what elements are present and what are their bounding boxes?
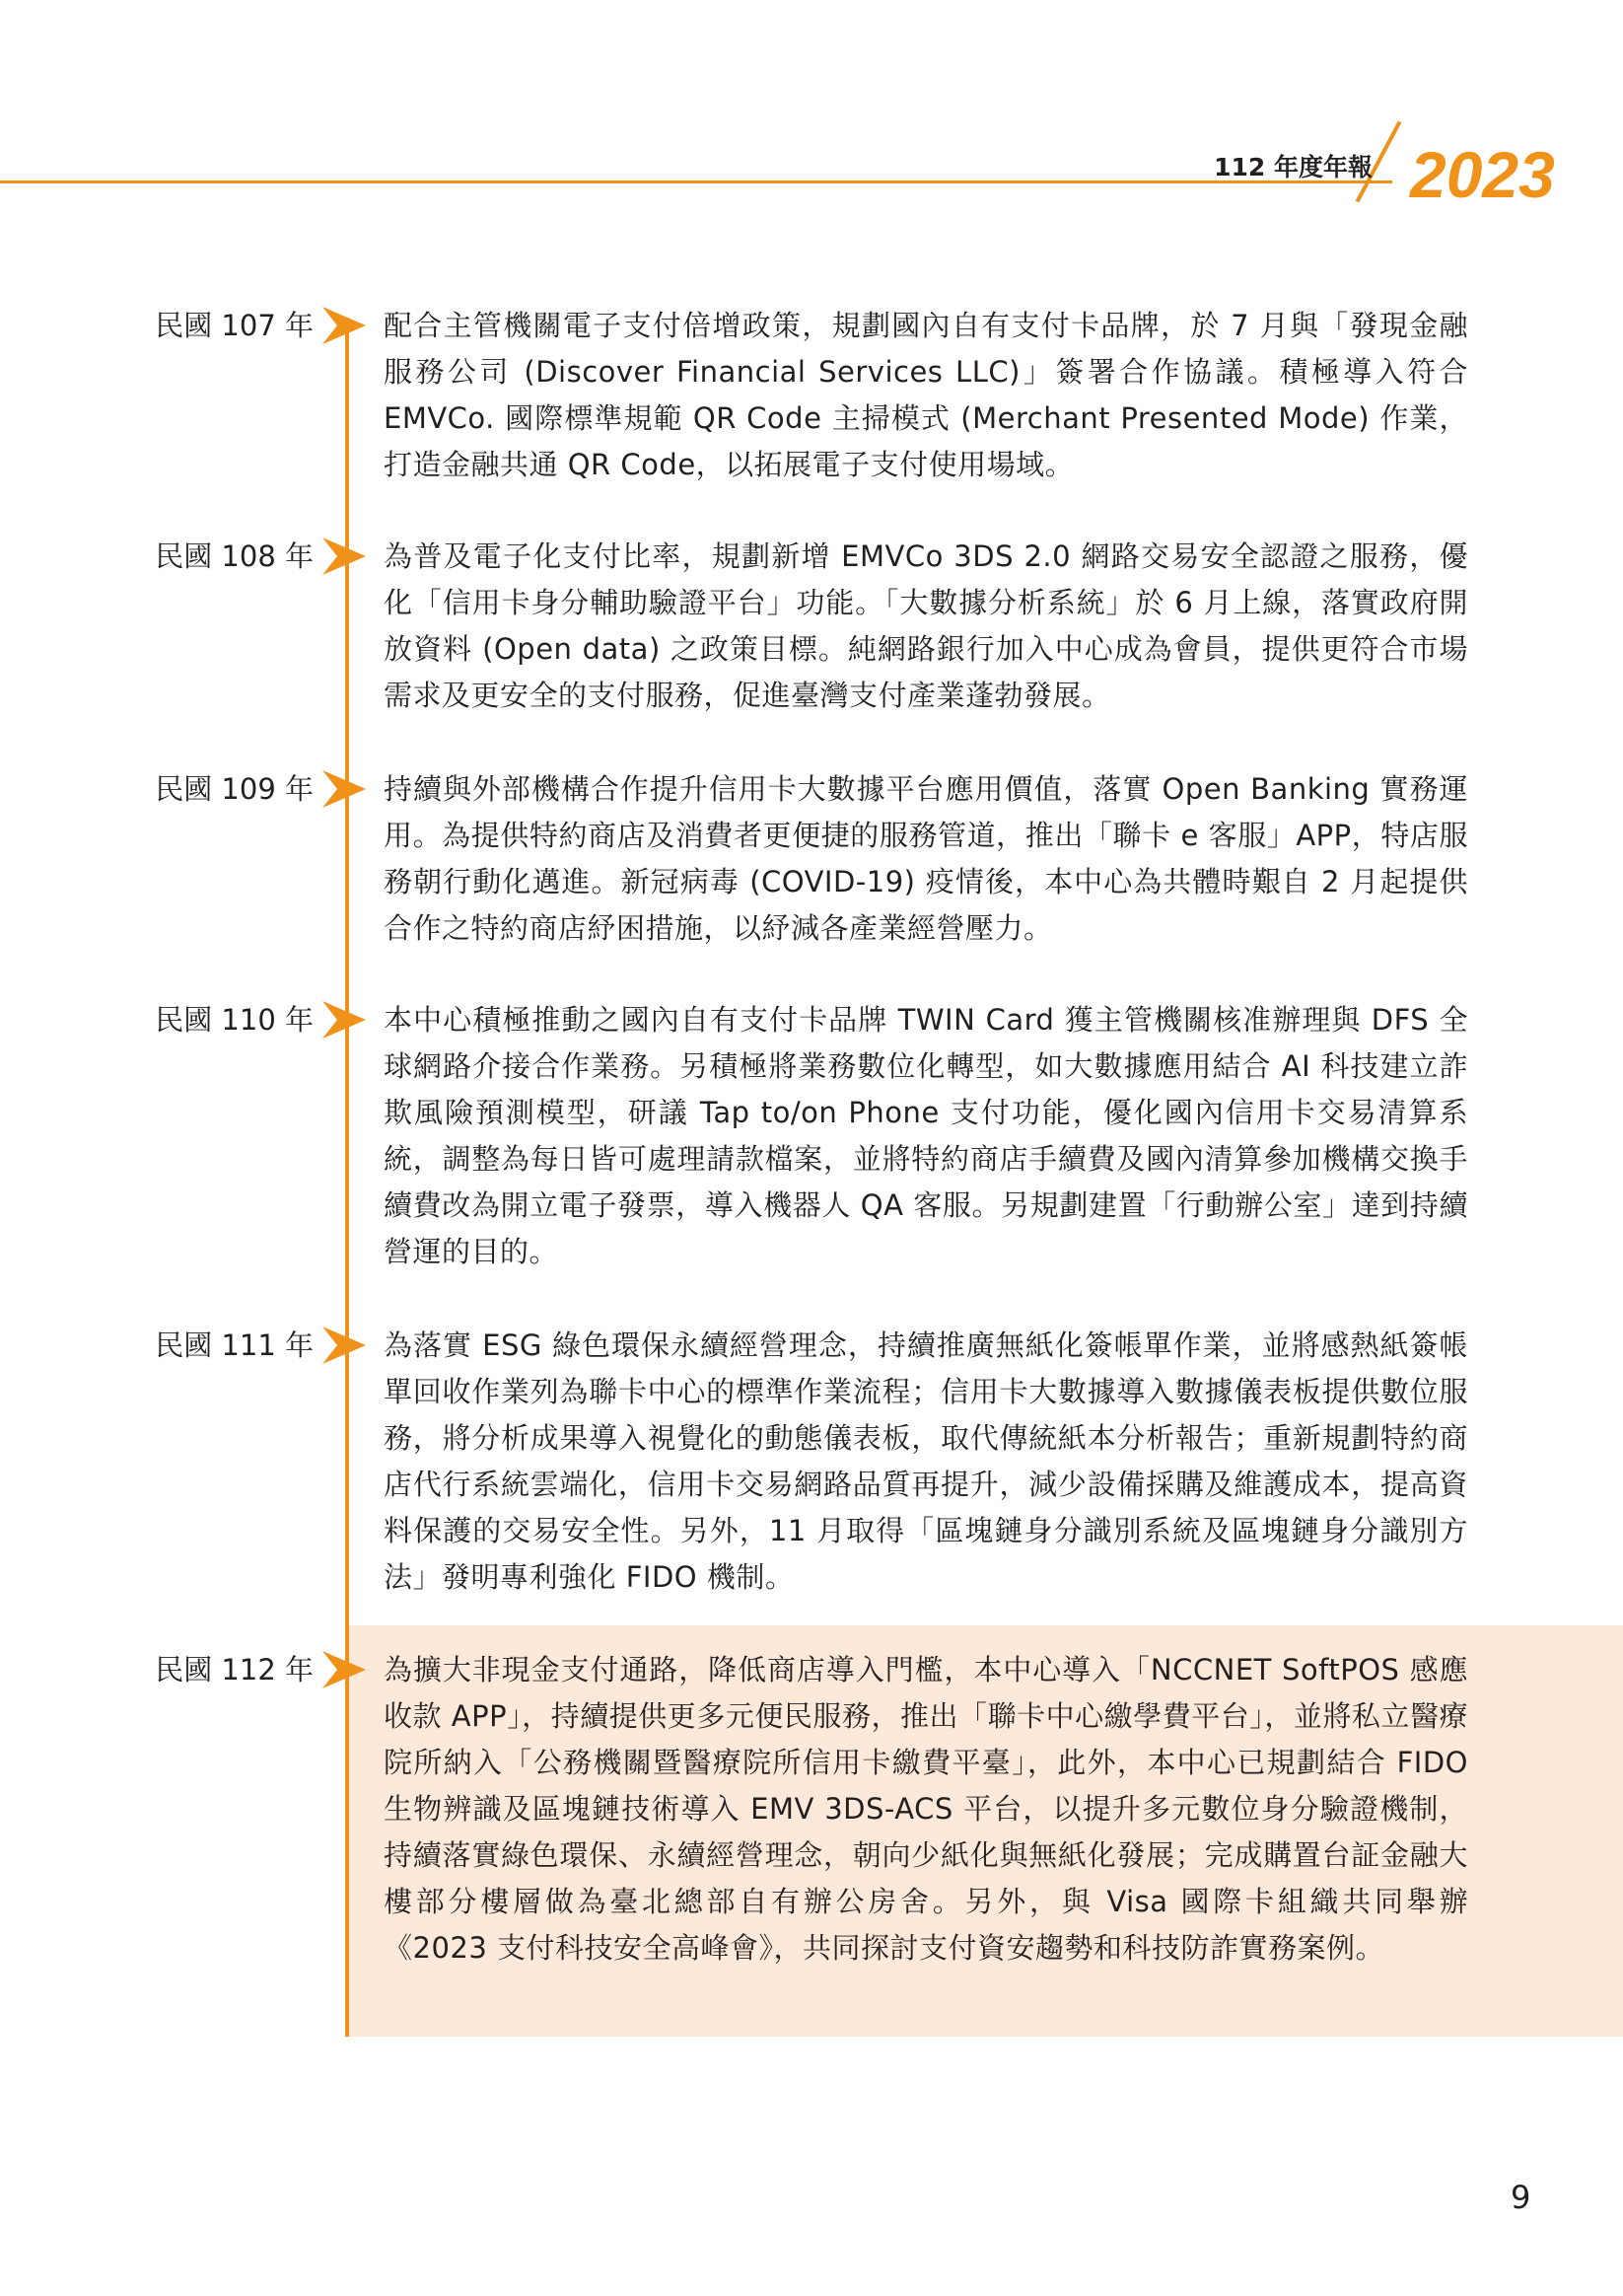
chevron-right-icon: [322, 307, 366, 344]
timeline-line: [345, 318, 349, 2037]
chevron-right-icon: [322, 770, 366, 808]
entry-text: 為落實 ESG 綠色環保永續經營理念，持續推廣無紙化簽帳單作業，並將感熱紙簽帳單回收作業列為聯卡中心的標準作業流程；信用卡大數據導入數據儀表板提供數位服務，將分析成果導入視覺化的動態儀表板，取代傳統紙本分析報告；重新規劃特約商店代行系統雲端化，信用卡交易網路品質再提升，減少設備採購及維護成本，提高資料保護的交易安全性。另外，11 月取得「區塊鏈身分識別系統及區塊鏈身分識別方法」發明專利強化 FIDO 機制。: [384, 1328, 1468, 1594]
entry-year: 民國 109 年: [155, 772, 314, 806]
chevron-right-icon: [322, 538, 366, 575]
entry-year: 民國 111 年: [155, 1328, 314, 1362]
entry-year: 民國 107 年: [155, 309, 314, 342]
entry-text: 本中心積極推動之國內自有支付卡品牌 TWIN Card 獲主管機關核准辦理與 DFS 全球網路介接合作業務。另積極將業務數位化轉型，如大數據應用結合 AI 科技建立詐欺風險預測模型，研議 Tap to/on Phone 支付功能，優化國內信用卡交易清算系統，調整為每日皆可處理請款檔案，並將特約商店手續費及國內清算參加機構交換手續費改為開立電子發票，導入機器人 QA 客服。另規劃建置「行動辦公室」達到持續營運的目的。: [384, 1003, 1468, 1268]
entry-year: 民國 112 年: [155, 1653, 314, 1686]
entry-year: 民國 110 年: [155, 1003, 314, 1037]
chevron-right-icon: [322, 1001, 366, 1039]
report-year: 2023: [1410, 138, 1555, 211]
entry-year: 民國 108 年: [155, 539, 314, 573]
header-rule: [0, 180, 1392, 183]
entry-text: 持續與外部機構合作提升信用卡大數據平台應用價值，落實 Open Banking 實務運用。為提供特約商店及消費者更便捷的服務管道，推出「聯卡 e 客服」APP，特店服務朝行動化邁進。新冠病毒 (COVID-19) 疫情後，本中心為共體時艱自 2 月起提供合作之特約商店紓困措施，以紓減各產業經營壓力。: [384, 772, 1468, 945]
entry-text: 配合主管機關電子支付倍增政策，規劃國內自有支付卡品牌，於 7 月與「發現金融服務公司 (Discover Financial Services LLC)」簽署合作協議。積極導入符合 EMVCo. 國際標準規範 QR Code 主掃模式 (Merchant Presented Mode) 作業，打造金融共通 QR Code，以拓展電子支付使用場域。: [384, 309, 1468, 481]
chevron-right-icon: [322, 1651, 366, 1688]
entry-text: 為擴大非現金支付通路，降低商店導入門檻，本中心導入「NCCNET SoftPOS 感應收款 APP」，持續提供更多元便民服務，推出「聯卡中心繳學費平台」，並將私立醫療院所納入「公務機關暨醫療院所信用卡繳費平臺」，此外，本中心已規劃結合 FIDO 生物辨識及區塊鏈技術導入 EMV 3DS-ACS 平台，以提升多元數位身分驗證機制，持續落實綠色環保、永續經營理念，朝向少紙化與無紙化發展；完成購置台証金融大樓部分樓層做為臺北總部自有辦公房舍。另外，與 Visa 國際卡組織共同舉辦《2023 支付科技安全高峰會》，共同探討支付資安趨勢和科技防詐實務案例。: [384, 1653, 1468, 1965]
entry-text: 為普及電子化支付比率，規劃新增 EMVCo 3DS 2.0 網路交易安全認證之服務，優化「信用卡身分輔助驗證平台」功能。「大數據分析系統」於 6 月上線，落實政府開放資料 (Open data) 之政策目標。純網路銀行加入中心成為會員，提供更符合市場需求及更安全的支付服務，促進臺灣支付產業蓬勃發展。: [384, 539, 1468, 712]
chevron-right-icon: [322, 1327, 366, 1364]
page-number: 9: [1511, 2179, 1531, 2216]
report-label: 112 年度年報: [1214, 153, 1373, 181]
